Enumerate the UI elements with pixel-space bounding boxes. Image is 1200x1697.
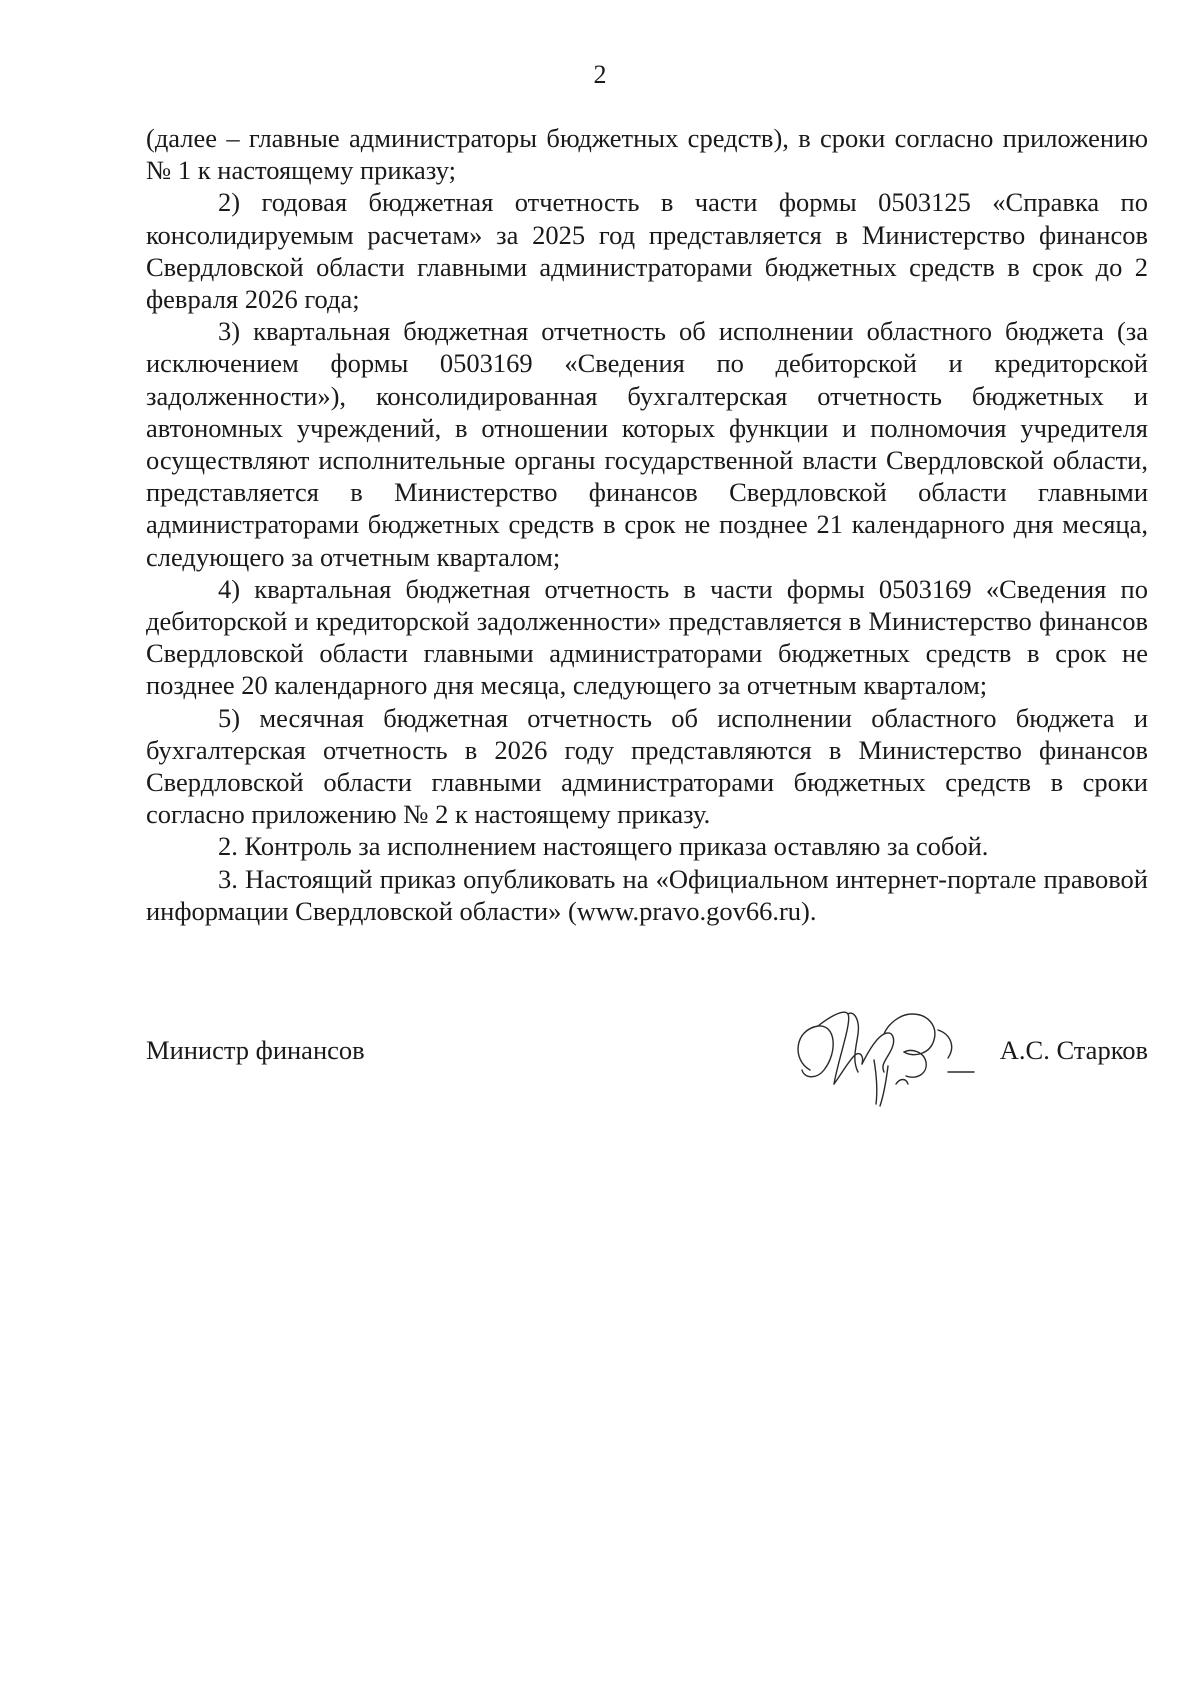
paragraph-continuation: (далее – главные администраторы бюджетных средств), в сроки согласно приложению № 1 к настоящему приказу; — [146, 123, 1148, 186]
document-body — [146, 122, 1148, 927]
signer-title: Министр финансов — [146, 1035, 365, 1065]
page-number: 2 — [593, 60, 607, 89]
paragraph-item-2: 2) годовая бюджетная отчетность в части формы 0503125 «Справка по консолидируемым расчетам» за 2025 год представляется в Министерство финансов Свердловской области главными администраторами бюджетных средств в срок до 2 февраля 2026 года; — [146, 187, 1148, 315]
paragraph-item-4: 4) квартальная бюджетная отчетность в части формы 0503169 «Сведения по дебиторской и кредиторской задолженности» представляется в Министерство финансов Свердловской области главными администраторами бюджетных средств в срок не позднее 20 календарного дня месяца, следующего за отчетным кварталом; — [146, 573, 1148, 701]
signer-name: А.С. Старков — [999, 1035, 1148, 1065]
paragraph-item-3: 3) квартальная бюджетная отчетность об исполнении областного бюджета (за исключением формы 0503169 «Сведения по дебиторской и кредиторской задолженности»), консолидированная бухгалтерская отчетность бюджетных и автономных учреждений, в отношении которых функции и полномочия учредителя осуществляют исполнительные органы государственной власти Свердловской области, представляется в Министерство финансов Свердловской области главными администраторами бюджетных средств в срок не позднее 21 календарного дня месяца, следующего за отчетным кварталом; — [146, 316, 1148, 572]
signature-block — [146, 1000, 1148, 1120]
paragraph-clause-2: 2. Контроль за исполнением настоящего приказа оставляю за собой. — [218, 831, 989, 862]
paragraph-clause-3: 3. Настоящий приказ опубликовать на «Официальном интернет-портале правовой информации Свердловской области» (www.pravo.gov66.ru). — [146, 863, 1148, 926]
handwritten-signature — [788, 1000, 978, 1110]
paragraph-item-5: 5) месячная бюджетная отчетность об исполнении областного бюджета и бухгалтерская отчетность в 2026 году представляются в Министерство финансов Свердловской области главными администраторами бюджетных средств в сроки согласно приложению № 2 к настоящему приказу. — [146, 702, 1148, 830]
